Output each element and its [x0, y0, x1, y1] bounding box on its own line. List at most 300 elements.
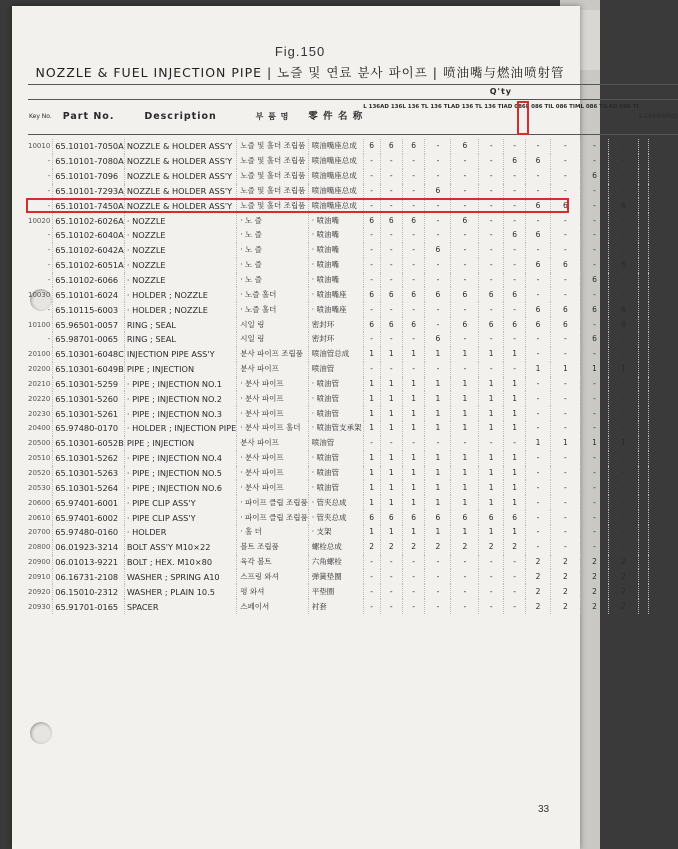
qty-cell: -	[526, 243, 551, 258]
chinese-name-cell: · 喷油嘴	[308, 258, 363, 273]
qty-cell: -	[380, 436, 402, 451]
qty-cell: 1	[451, 466, 479, 481]
qty-cell: -	[363, 154, 380, 169]
qty-cell: -	[402, 332, 425, 347]
korean-name-header: 부 품 명	[237, 100, 309, 135]
qty-cell: -	[580, 451, 608, 466]
remarks-cell	[648, 599, 677, 614]
qty-cell: 1	[479, 525, 504, 540]
chinese-name-cell: 喷油管	[308, 436, 363, 451]
page-number: 33	[538, 804, 550, 815]
sc-cell	[639, 154, 649, 169]
qty-cell: 6	[526, 228, 551, 243]
key-no-cell: 20800	[28, 543, 51, 552]
qty-cell: -	[609, 525, 639, 540]
qty-cell: 1	[402, 495, 425, 510]
qty-cell: 1	[380, 347, 402, 362]
korean-name-cell: 분사 파이프	[237, 436, 309, 451]
qty-cell: 1	[504, 451, 526, 466]
qty-cell: -	[479, 569, 504, 584]
qty-cell: -	[609, 169, 639, 184]
qty-cell: -	[363, 555, 380, 570]
chinese-name-cell: · 喷油嘴	[308, 273, 363, 288]
key-no-cell: -	[47, 335, 51, 344]
qty-cell: -	[425, 258, 451, 273]
qty-cell: 6	[380, 287, 402, 302]
qty-cell: 1	[580, 436, 608, 451]
remarks-cell	[648, 540, 677, 555]
qty-cell: -	[609, 228, 639, 243]
sc-cell	[639, 436, 649, 451]
sc-cell	[639, 466, 649, 481]
description-header: Description	[124, 100, 236, 135]
part-no-cell: 65.10115-6003	[53, 302, 125, 317]
qty-cell: -	[402, 436, 425, 451]
qty-cell: 6	[402, 213, 425, 228]
sc-cell	[639, 258, 649, 273]
table-row	[28, 273, 678, 288]
key-no-cell: 20900	[28, 558, 51, 567]
sc-cell	[639, 213, 649, 228]
korean-name-cell: 스페이서	[237, 599, 309, 614]
qty-cell: -	[609, 391, 639, 406]
qty-cell: 1	[504, 466, 526, 481]
remarks-cell	[648, 510, 677, 525]
qty-cell: 1	[402, 466, 425, 481]
qty-cell: 1	[425, 421, 451, 436]
qty-cell: 1	[363, 377, 380, 392]
qty-cell: -	[402, 569, 425, 584]
chinese-name-cell: 密封环	[308, 332, 363, 347]
qty-cell: 6	[504, 228, 526, 243]
qty-cell: 1	[504, 525, 526, 540]
description-cell: · HOLDER	[124, 525, 236, 540]
sc-header: S.C	[639, 100, 649, 135]
qty-cell: 6	[526, 317, 551, 332]
table-row	[28, 555, 678, 570]
part-no-cell: 65.96501-0057	[53, 317, 125, 332]
qty-cell: 6	[363, 213, 380, 228]
qty-cell: 6	[550, 198, 580, 213]
qty-cell: 1	[504, 480, 526, 495]
chinese-name-cell: 密封环	[308, 317, 363, 332]
qty-cell: -	[550, 391, 580, 406]
qty-cell: -	[550, 406, 580, 421]
qty-cell: -	[504, 273, 526, 288]
qty-cell: 6	[451, 213, 479, 228]
qty-cell: 1	[504, 347, 526, 362]
korean-name-cell: · 홀 더	[237, 525, 309, 540]
sc-cell	[639, 421, 649, 436]
qty-cell: -	[451, 228, 479, 243]
qty-cell: -	[609, 480, 639, 495]
qty-cell: 6	[451, 287, 479, 302]
key-no-cell: 20100	[28, 350, 51, 359]
table-row	[28, 466, 678, 481]
key-no-cell: 10100	[28, 320, 51, 329]
qty-cell: -	[526, 347, 551, 362]
qty-cell: -	[402, 198, 425, 213]
table-row	[28, 362, 678, 377]
sc-cell	[639, 302, 649, 317]
qty-cell: -	[526, 480, 551, 495]
sc-cell	[639, 347, 649, 362]
qty-cell: -	[402, 555, 425, 570]
qty-cell: -	[425, 362, 451, 377]
model-header: L 136	[363, 100, 380, 135]
korean-name-cell: · 파이프 클립 조립품	[237, 510, 309, 525]
qty-cell: -	[550, 287, 580, 302]
qty-cell: -	[425, 436, 451, 451]
description-cell: · PIPE ; INJECTION NO.5	[124, 466, 236, 481]
qty-cell: -	[504, 555, 526, 570]
part-no-cell: 65.10101-7080A	[53, 154, 125, 169]
korean-name-cell: · 파이프 클립 조립품	[237, 495, 309, 510]
description-cell: NOZZLE & HOLDER ASS'Y	[124, 198, 236, 213]
qty-cell: 6	[363, 287, 380, 302]
qty-cell: -	[451, 273, 479, 288]
description-cell: · HOLDER ; NOZZLE	[124, 302, 236, 317]
qty-cell: 1	[451, 480, 479, 495]
qty-cell: 1	[363, 406, 380, 421]
qty-cell: -	[402, 243, 425, 258]
chinese-name-cell: · 喷油管支承架	[308, 421, 363, 436]
qty-cell: -	[504, 169, 526, 184]
model-header: L 086 TI	[526, 100, 551, 135]
qty-cell: -	[526, 495, 551, 510]
qty-cell: -	[526, 391, 551, 406]
qty-cell: -	[580, 466, 608, 481]
qty-cell: -	[550, 273, 580, 288]
qty-cell: 6	[451, 317, 479, 332]
qty-cell: -	[425, 154, 451, 169]
remarks-cell	[648, 480, 677, 495]
qty-cell: -	[550, 451, 580, 466]
qty-cell: 1	[451, 421, 479, 436]
qty-header: Q'ty	[363, 85, 638, 100]
table-row	[28, 406, 678, 421]
qty-cell: -	[380, 228, 402, 243]
part-no-header: Part No.	[53, 100, 125, 135]
qty-cell: -	[479, 584, 504, 599]
remarks-cell	[648, 228, 677, 243]
key-no-cell: 20920	[28, 587, 51, 596]
sc-cell	[639, 391, 649, 406]
korean-name-cell: 스프링 와셔	[237, 569, 309, 584]
qty-cell: -	[402, 169, 425, 184]
qty-cell: 2	[580, 555, 608, 570]
part-no-cell: 65.10101-7050A	[53, 139, 125, 154]
table-row	[28, 525, 678, 540]
korean-name-cell: 평 와셔	[237, 584, 309, 599]
table-row	[28, 599, 678, 614]
chinese-name-cell: · 喷油嘴座	[308, 287, 363, 302]
qty-cell: -	[504, 362, 526, 377]
qty-cell: -	[526, 287, 551, 302]
qty-cell: -	[451, 436, 479, 451]
sc-cell	[639, 362, 649, 377]
remarks-cell	[648, 213, 677, 228]
qty-cell: -	[550, 421, 580, 436]
description-cell: · HOLDER ; NOZZLE	[124, 287, 236, 302]
qty-cell: 1	[380, 466, 402, 481]
chinese-name-cell: 喷油嘴座总成	[308, 154, 363, 169]
qty-cell: -	[363, 362, 380, 377]
qty-cell: -	[550, 347, 580, 362]
qty-cell: 1	[380, 377, 402, 392]
qty-cell: 6	[402, 287, 425, 302]
part-no-cell: 65.10102-6066	[53, 273, 125, 288]
table-row	[28, 287, 678, 302]
qty-cell: 2	[609, 569, 639, 584]
part-no-cell: 65.10102-6051A	[53, 258, 125, 273]
key-no-cell: 10010	[28, 142, 51, 151]
qty-cell: 6	[380, 139, 402, 154]
korean-name-cell: 노즐 및 홀더 조립품	[237, 154, 309, 169]
sc-cell	[639, 198, 649, 213]
qty-cell: 1	[380, 525, 402, 540]
qty-cell: 2	[609, 555, 639, 570]
qty-cell: 1	[402, 377, 425, 392]
table-row	[28, 213, 678, 228]
sc-cell	[639, 569, 649, 584]
chinese-name-cell: 螺栓总成	[308, 540, 363, 555]
qty-cell: 6	[479, 287, 504, 302]
qty-cell: -	[425, 569, 451, 584]
part-no-cell: 65.91701-0165	[53, 599, 125, 614]
qty-cell: -	[363, 169, 380, 184]
sc-cell	[639, 228, 649, 243]
part-no-cell: 65.10301-6048C	[53, 347, 125, 362]
qty-cell: 1	[363, 391, 380, 406]
model-header: L 136 T	[402, 100, 425, 135]
qty-cell: -	[451, 184, 479, 199]
remarks-cell	[648, 436, 677, 451]
qty-cell: 1	[479, 480, 504, 495]
table-row	[28, 569, 678, 584]
key-no-cell: 20200	[28, 365, 51, 374]
qty-cell: -	[504, 584, 526, 599]
qty-cell: -	[402, 599, 425, 614]
remarks-cell	[648, 406, 677, 421]
model-header: L 136 TL	[425, 100, 451, 135]
sc-cell	[639, 273, 649, 288]
key-no-header: Key No.	[28, 100, 53, 135]
qty-cell: -	[526, 213, 551, 228]
qty-cell: -	[609, 332, 639, 347]
chinese-name-cell: · 喷油嘴座	[308, 302, 363, 317]
part-no-cell: 65.10102-6040A	[53, 228, 125, 243]
qty-cell: -	[609, 510, 639, 525]
qty-cell: -	[580, 243, 608, 258]
qty-cell: 1	[425, 391, 451, 406]
qty-cell: 6	[526, 302, 551, 317]
korean-name-cell: 시일 링	[237, 332, 309, 347]
qty-cell: -	[425, 213, 451, 228]
qty-cell: 6	[380, 317, 402, 332]
qty-cell: 6	[580, 273, 608, 288]
key-no-cell: -	[47, 186, 51, 195]
qty-cell: 6	[526, 198, 551, 213]
chinese-name-header: 零 件 名 称	[308, 100, 363, 135]
qty-cell: -	[451, 302, 479, 317]
description-cell: PIPE ; INJECTION	[124, 436, 236, 451]
sc-cell	[639, 510, 649, 525]
table-row	[28, 540, 678, 555]
qty-cell: 1	[402, 451, 425, 466]
qty-cell: -	[363, 198, 380, 213]
table-row	[28, 584, 678, 599]
table-row	[28, 377, 678, 392]
remarks-cell	[648, 421, 677, 436]
sc-cell	[639, 169, 649, 184]
qty-cell: 1	[504, 495, 526, 510]
qty-cell: -	[479, 599, 504, 614]
key-no-cell: 20610	[28, 513, 51, 522]
sc-cell	[639, 584, 649, 599]
qty-cell: -	[550, 154, 580, 169]
highlighted-row-marker	[26, 198, 569, 213]
description-cell: BOLT ; HEX. M10×80	[124, 555, 236, 570]
qty-cell: -	[479, 332, 504, 347]
qty-cell: 2	[526, 555, 551, 570]
qty-cell: -	[380, 154, 402, 169]
qty-cell: 2	[550, 599, 580, 614]
qty-cell: 2	[580, 569, 608, 584]
qty-cell: -	[451, 258, 479, 273]
description-cell: · NOZZLE	[124, 273, 236, 288]
remarks-cell	[648, 495, 677, 510]
sc-cell	[639, 139, 649, 154]
part-no-cell: 65.10301-5263	[53, 466, 125, 481]
key-no-cell: -	[47, 172, 51, 181]
qty-cell: -	[425, 555, 451, 570]
qty-cell: -	[425, 599, 451, 614]
qty-cell: -	[504, 184, 526, 199]
qty-cell: 1	[504, 421, 526, 436]
description-cell: · HOLDER ; INJECTION PIPE	[124, 421, 236, 436]
qty-cell: 6	[550, 258, 580, 273]
qty-cell: -	[504, 599, 526, 614]
qty-cell: 1	[526, 362, 551, 377]
qty-cell: 1	[451, 451, 479, 466]
qty-cell: 6	[425, 287, 451, 302]
part-no-cell: 65.97401-6001	[53, 495, 125, 510]
qty-cell: -	[451, 362, 479, 377]
qty-cell: 6	[363, 317, 380, 332]
qty-cell: -	[580, 525, 608, 540]
chinese-name-cell: · 喷油嘴	[308, 243, 363, 258]
chinese-name-cell: 喷油嘴座总成	[308, 198, 363, 213]
chinese-name-cell: · 喷油管	[308, 406, 363, 421]
qty-cell: 2	[451, 540, 479, 555]
korean-name-cell: 시일 링	[237, 317, 309, 332]
sc-cell	[639, 495, 649, 510]
remarks-cell	[648, 466, 677, 481]
korean-name-cell: · 노 즐	[237, 273, 309, 288]
qty-cell: 2	[526, 584, 551, 599]
qty-cell: -	[609, 273, 639, 288]
remarks-cell	[648, 139, 677, 154]
table-row	[28, 436, 678, 451]
chinese-name-cell: · 管夹总成	[308, 495, 363, 510]
qty-cell: -	[504, 213, 526, 228]
chinese-name-cell: 喷油嘴座总成	[308, 139, 363, 154]
qty-cell: -	[425, 317, 451, 332]
qty-cell: -	[609, 466, 639, 481]
description-cell: · NOZZLE	[124, 258, 236, 273]
qty-cell: -	[609, 287, 639, 302]
qty-cell: 2	[402, 540, 425, 555]
chinese-name-cell: 平垫圈	[308, 584, 363, 599]
part-no-cell: 06.01013-9221	[53, 555, 125, 570]
qty-cell: -	[451, 569, 479, 584]
part-no-cell: 06.16731-2108	[53, 569, 125, 584]
key-no-cell: -	[47, 201, 51, 210]
qty-cell: -	[402, 273, 425, 288]
qty-cell: -	[550, 525, 580, 540]
qty-cell: -	[425, 228, 451, 243]
qty-cell: -	[451, 555, 479, 570]
korean-name-cell: · 노 즐	[237, 243, 309, 258]
qty-cell: -	[402, 584, 425, 599]
qty-cell: 1	[479, 406, 504, 421]
qty-cell: 1	[363, 421, 380, 436]
qty-cell: 6	[526, 154, 551, 169]
qty-cell: 2	[479, 540, 504, 555]
table-row	[28, 421, 678, 436]
qty-cell: 2	[550, 555, 580, 570]
table-row	[28, 154, 678, 169]
qty-cell: -	[580, 184, 608, 199]
qty-cell: -	[609, 184, 639, 199]
qty-cell: -	[402, 228, 425, 243]
qty-cell: -	[479, 243, 504, 258]
sc-cell	[639, 243, 649, 258]
qty-cell: -	[526, 332, 551, 347]
qty-cell: 1	[363, 347, 380, 362]
korean-name-cell: · 노 즐	[237, 228, 309, 243]
page-title: NOZZLE & FUEL INJECTION PIPE | 노즐 및 연료 분사 파이프 | 喷油嘴与燃油喷射管	[35, 65, 565, 80]
qty-cell: 2	[609, 584, 639, 599]
qty-cell: -	[504, 436, 526, 451]
qty-cell: -	[451, 332, 479, 347]
korean-name-cell: · 분사 파이프	[237, 377, 309, 392]
qty-cell: -	[609, 243, 639, 258]
qty-cell: -	[479, 169, 504, 184]
table-row	[28, 510, 678, 525]
qty-cell: 6	[580, 169, 608, 184]
qty-cell: 1	[425, 451, 451, 466]
qty-cell: -	[504, 332, 526, 347]
qty-cell: 2	[550, 584, 580, 599]
qty-cell: 2	[380, 540, 402, 555]
sc-cell	[639, 451, 649, 466]
qty-cell: 1	[504, 406, 526, 421]
figure-number: Fig.150	[274, 44, 326, 59]
qty-cell: -	[363, 436, 380, 451]
qty-cell: -	[363, 332, 380, 347]
key-no-cell: 20510	[28, 454, 51, 463]
qty-cell: 1	[363, 466, 380, 481]
chinese-name-cell: · 喷油管	[308, 480, 363, 495]
qty-cell: -	[580, 391, 608, 406]
qty-cell: 6	[504, 154, 526, 169]
chinese-name-cell: 喷油管	[308, 362, 363, 377]
part-no-cell: 65.10102-6042A	[53, 243, 125, 258]
qty-cell: 1	[363, 451, 380, 466]
key-no-cell: 20530	[28, 483, 51, 492]
